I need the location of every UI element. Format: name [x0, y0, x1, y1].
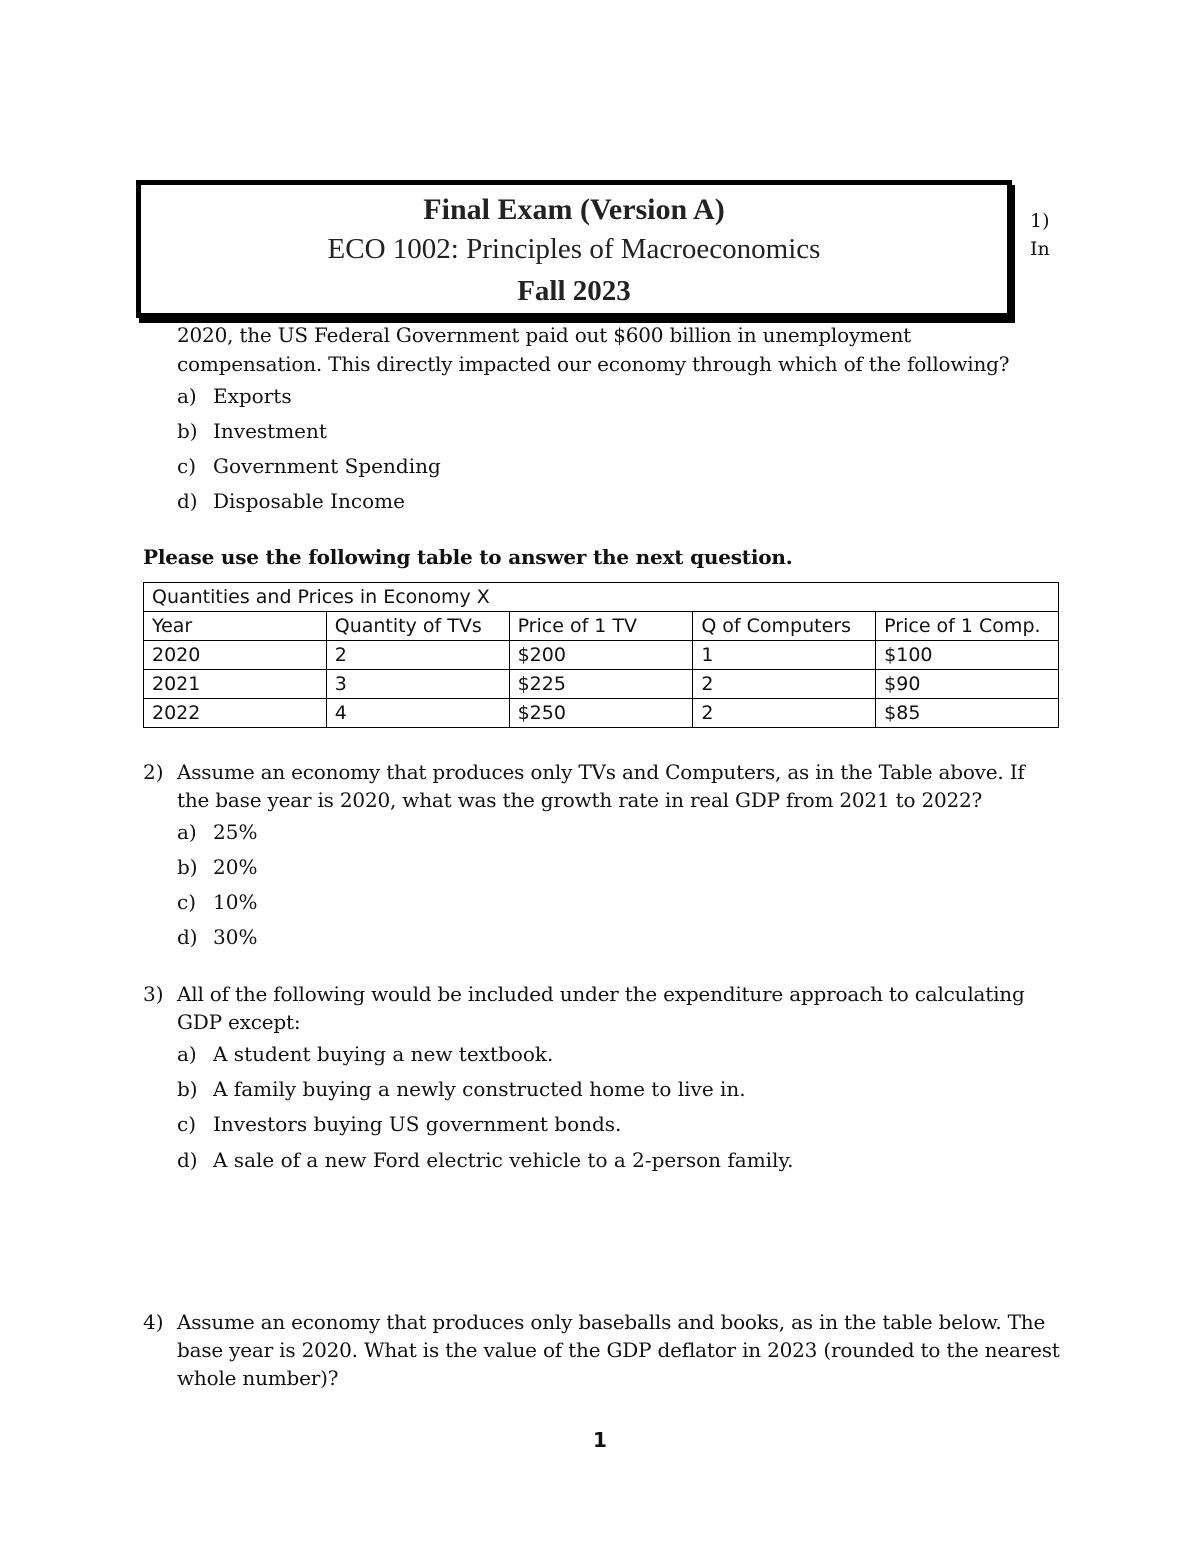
q1-option-b-letter: b): [177, 419, 198, 443]
q1-option-a-text: Exports: [213, 384, 292, 408]
q2-option-c-letter: c): [177, 890, 197, 914]
exam-term: Fall 2023: [517, 275, 631, 307]
q2-option-b-text: 20%: [213, 855, 258, 879]
q4-text-line2: base year is 2020. What is the value of the GDP deflator in 2023 (rounded to the nearest: [177, 1338, 1060, 1362]
q3-text-line2: GDP except:: [177, 1010, 301, 1034]
table-cell: 2: [693, 670, 876, 699]
q3-option-d-text: A sale of a new Ford electric vehicle to a 2-person family.: [213, 1148, 794, 1172]
table-header-cell: Price of 1 TV: [509, 612, 693, 641]
q3-option-c-text: Investors buying US government bonds.: [213, 1112, 622, 1136]
q1-option-b-text: Investment: [213, 419, 327, 443]
table-header-cell: Price of 1 Comp.: [876, 612, 1059, 641]
q3-text-line1: All of the following would be included under the expenditure approach to calculating: [177, 982, 1025, 1006]
q2-option-a-text: 25%: [213, 820, 258, 844]
table-caption-row: [144, 583, 1059, 612]
table-row: [144, 670, 1059, 699]
q1-lead-word: In: [1030, 238, 1050, 260]
page-number: 1: [593, 1428, 607, 1452]
table-header-cell: Quantity of TVs: [326, 612, 509, 641]
q2-text-line1: Assume an economy that produces only TVs and Computers, as in the Table above. If: [177, 760, 1025, 784]
q2-option-d-text: 30%: [213, 925, 258, 949]
q2-text-line2: the base year is 2020, what was the growth rate in real GDP from 2021 to 2022?: [177, 788, 983, 812]
q3-number: 3): [143, 982, 164, 1006]
q2-number: 2): [143, 760, 164, 784]
q1-option-d-letter: d): [177, 489, 198, 513]
q3-option-b-text: A family buying a newly constructed home to live in.: [213, 1077, 746, 1101]
table-intro: Please use the following table to answer the next question.: [143, 545, 793, 569]
q1-option-a-letter: a): [177, 384, 197, 408]
q3-option-b-letter: b): [177, 1077, 198, 1101]
table-cell: 2022: [144, 699, 327, 728]
q2-option-c-text: 10%: [213, 890, 258, 914]
course-name: ECO 1002: Principles of Macroeconomics: [327, 233, 821, 265]
q4-text-line1: Assume an economy that produces only baseballs and books, as in the table below. The: [177, 1310, 1046, 1334]
table-header-cell: Year: [144, 612, 327, 641]
table-cell: $225: [509, 670, 693, 699]
table-cell: $100: [876, 641, 1059, 670]
q1-text-line2: compensation. This directly impacted our economy through which of the following?: [177, 352, 1010, 376]
table-row: [144, 699, 1059, 728]
q2-option-b-letter: b): [177, 855, 198, 879]
q1-option-c-text: Government Spending: [213, 454, 441, 478]
table-cell: $85: [876, 699, 1059, 728]
table-cell: $200: [509, 641, 693, 670]
q1-number: 1): [1030, 210, 1050, 232]
table-cell: 4: [326, 699, 509, 728]
table-cell: $250: [509, 699, 693, 728]
table-cell: $90: [876, 670, 1059, 699]
table-row: [144, 641, 1059, 670]
q1-option-c-letter: c): [177, 454, 197, 478]
q3-option-a-text: A student buying a new textbook.: [213, 1042, 554, 1066]
exam-title-box: [136, 180, 1012, 318]
exam-title: Final Exam (Version A): [423, 193, 725, 226]
table-header-row: [144, 612, 1059, 641]
q4-text-line3: whole number)?: [177, 1366, 339, 1390]
q1-text-line1: 2020, the US Federal Government paid out $600 billion in unemployment: [177, 323, 911, 347]
q4-number: 4): [143, 1310, 164, 1334]
table-cell: 2: [693, 699, 876, 728]
table-caption: Quantities and Prices in Economy X: [144, 583, 1059, 612]
q3-option-a-letter: a): [177, 1042, 197, 1066]
q2-option-a-letter: a): [177, 820, 197, 844]
q3-option-d-letter: d): [177, 1148, 198, 1172]
q1-option-d-text: Disposable Income: [213, 489, 405, 513]
table-cell: 1: [693, 641, 876, 670]
table-header-cell: Q of Computers: [693, 612, 876, 641]
table-cell: 2021: [144, 670, 327, 699]
q2-option-d-letter: d): [177, 925, 198, 949]
table-cell: 3: [326, 670, 509, 699]
q3-option-c-letter: c): [177, 1112, 197, 1136]
table-cell: 2: [326, 641, 509, 670]
table-cell: 2020: [144, 641, 327, 670]
economy-table: [143, 582, 1059, 728]
